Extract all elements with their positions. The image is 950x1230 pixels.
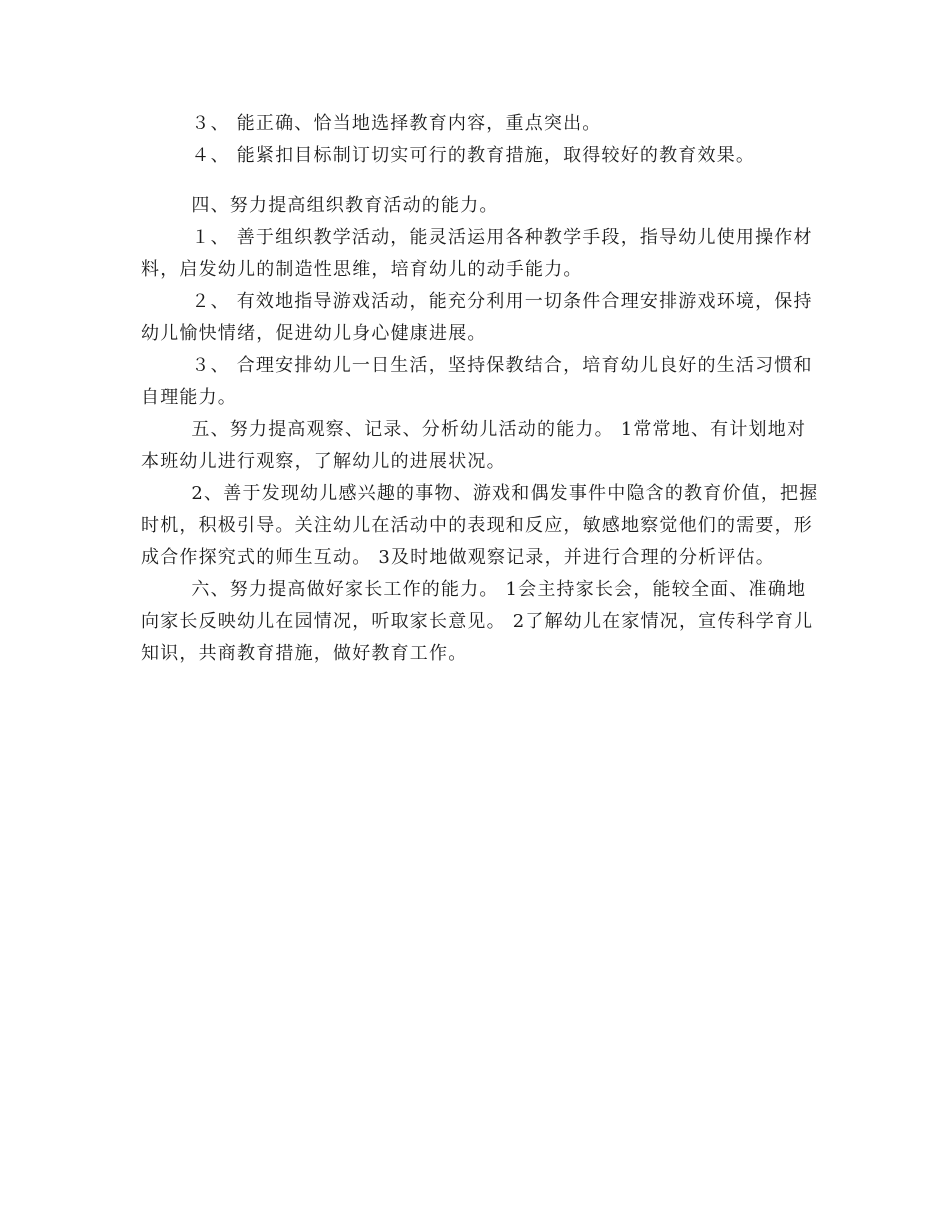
- section-paragraph-6: 六、努力提高做好家长工作的能力。 1会主持家长会，能较全面、准确地向家长反映幼儿在园情况，听取家长意见。 2了解幼儿在家情况，宣传科学育儿知识，共商教育措施，做好教育工作。: [141, 579, 814, 664]
- section-paragraph-5: 五、努力提高观察、记录、分析幼儿活动的能力。 1常常地、有计划地对本班幼儿进行观察，了解幼儿的进展状况。: [141, 419, 807, 472]
- paragraph-item-3: ３、 能正确、恰当地选择教育内容，重点突出。: [191, 113, 602, 134]
- paragraph-item-4: ４、 能紧扣目标制订切实可行的教育措施，取得较好的教育效果。: [191, 145, 756, 166]
- paragraph-item-3b: ３、 合理安排幼儿一日生活，坚持保教结合，培育幼儿良好的生活习惯和自理能力。: [141, 355, 813, 408]
- paragraph-item-2: ２、 有效地指导游戏活动，能充分利用一切条件合理安排游戏环境，保持幼儿愉快情绪，促进幼儿身心健康进展。: [141, 291, 813, 344]
- document-body: [141, 108, 821, 670]
- paragraph-observation: 2、善于发现幼儿感兴趣的事物、游戏和偶发事件中隐含的教育价值，把握时机，积极引导。关注幼儿在活动中的表现和反应，敏感地察觉他们的需要，形成合作探究式的师生互动。 3及时地做观察记录，并进行合理的分析评估。: [141, 483, 819, 568]
- paragraph-item-1: １、 善于组织教学活动，能灵活运用各种教学手段，指导幼儿使用操作材料，启发幼儿的制造性思维，培育幼儿的动手能力。: [141, 227, 813, 280]
- section-heading-4: 四、努力提高组织教育活动的能力。: [191, 195, 499, 216]
